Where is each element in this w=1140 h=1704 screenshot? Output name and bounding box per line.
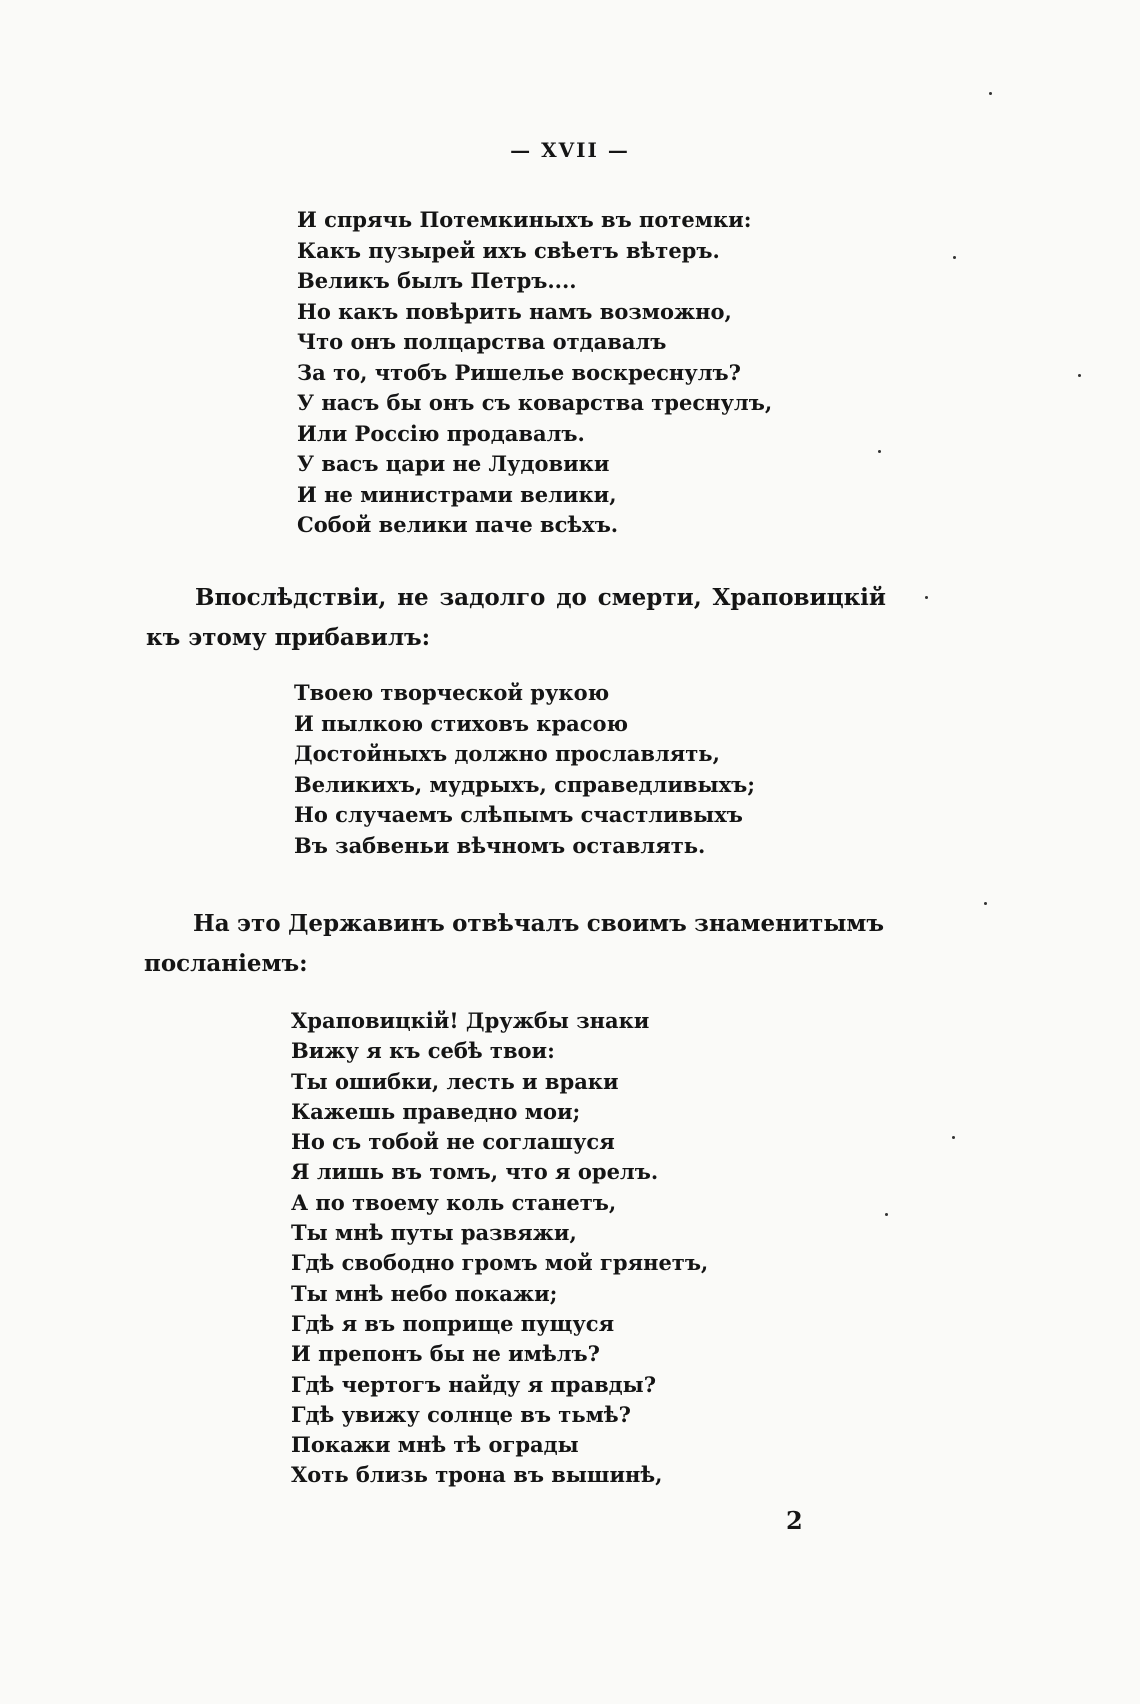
scan-speck (952, 1136, 955, 1139)
verse-line: И пылкою стиховъ красою (294, 710, 629, 736)
prose-line: къ этому прибавилъ: (146, 624, 431, 651)
verse-line: У насъ бы онъ съ коварства треснулъ, (297, 390, 773, 415)
verse-line: И не министрами велики, (297, 481, 617, 507)
prose-word: Державинъ (287, 910, 445, 937)
verse-line: Гдѣ увижу солнце въ тьмѣ? (291, 1401, 631, 1427)
prose-line: посланіемъ: (144, 950, 308, 977)
verse-line: За то, чтобъ Ришелье воскреснулъ? (297, 359, 741, 385)
verse-line: Гдѣ чертогъ найду я правды? (291, 1371, 657, 1397)
prose-word: знаменитымъ (694, 910, 884, 937)
prose-line (146, 578, 886, 618)
prose-line (144, 904, 884, 944)
verse-line: Покажи мнѣ тѣ ограды (291, 1432, 579, 1458)
verse-line: И препонъ бы не имѣлъ? (291, 1341, 600, 1367)
scan-speck (953, 256, 956, 259)
verse-line: Но съ тобой не соглашуся (291, 1129, 615, 1155)
scan-speck (885, 1213, 888, 1216)
verse-line: Что онъ полцарства отдавалъ (297, 329, 667, 354)
verse-line: Достойныхъ должно прославлять, (294, 741, 720, 766)
scan-speck (925, 596, 928, 599)
verse-line: Храповицкій! Дружбы знаки (291, 1008, 650, 1033)
verse-line: Ты ошибки, лесть и враки (291, 1068, 619, 1094)
verse-line: Ты мнѣ путы развяжи, (291, 1220, 577, 1246)
prose-word: не (397, 584, 429, 611)
verse-line: Хоть близь трона въ вышинѣ, (291, 1462, 663, 1488)
prose-word: На (193, 910, 230, 937)
scan-speck (1078, 374, 1081, 377)
verse-line: Въ забвеньи вѣчномъ оставлять. (294, 832, 706, 858)
scan-speck (984, 902, 987, 905)
page-header: — XVII — (510, 138, 630, 162)
prose-word: смерти, (597, 584, 702, 611)
prose-paragraph-2 (144, 904, 884, 984)
page-number: 2 (786, 1506, 803, 1535)
verse-line: Но случаемъ слѣпымъ счастливыхъ (294, 802, 743, 827)
prose-word: отвѣчалъ (452, 910, 580, 937)
verse-line: Или Россію продавалъ. (297, 420, 585, 446)
verse-line: Собой велики паче всѣхъ. (297, 512, 619, 537)
verse-line: А по твоему коль станетъ, (291, 1189, 617, 1215)
verse-line: Какъ пузырей ихъ свѣетъ вѣтеръ. (297, 237, 720, 263)
scan-speck (878, 450, 881, 453)
prose-word: задолго (439, 584, 546, 611)
verse-line: Твоею творческой рукою (294, 680, 610, 705)
verse-line: Я лишь въ томъ, что я орелъ. (291, 1159, 659, 1185)
verse-line: Но какъ повѣрить намъ возможно, (297, 298, 732, 324)
prose-word: Впослѣдствіи, (195, 584, 387, 611)
verse-line: Вижу я къ себѣ твои: (291, 1038, 555, 1064)
verse-line: Гдѣ свободно громъ мой грянетъ, (291, 1250, 709, 1276)
prose-word: это (236, 910, 281, 937)
poem-stanza-2 (294, 678, 755, 861)
scan-speck (989, 92, 992, 95)
prose-word: Храповицкій (712, 584, 886, 611)
prose-word: своимъ (586, 910, 687, 937)
prose-paragraph-1 (146, 578, 886, 658)
verse-line: У васъ цари не Лудовики (297, 451, 610, 476)
poem-stanza-3 (291, 1006, 708, 1491)
verse-line: Великъ былъ Петръ.... (297, 268, 577, 293)
verse-line: Гдѣ я въ поприще пущуся (291, 1310, 615, 1336)
poem-stanza-1 (297, 205, 772, 541)
prose-word: до (556, 584, 587, 611)
verse-line: Великихъ, мудрыхъ, справедливыхъ; (294, 771, 755, 797)
verse-line: Кажешь праведно мои; (291, 1098, 581, 1124)
verse-line: Ты мнѣ небо покажи; (291, 1280, 558, 1306)
verse-line: И спрячь Потемкиныхъ въ потемки: (297, 207, 752, 232)
